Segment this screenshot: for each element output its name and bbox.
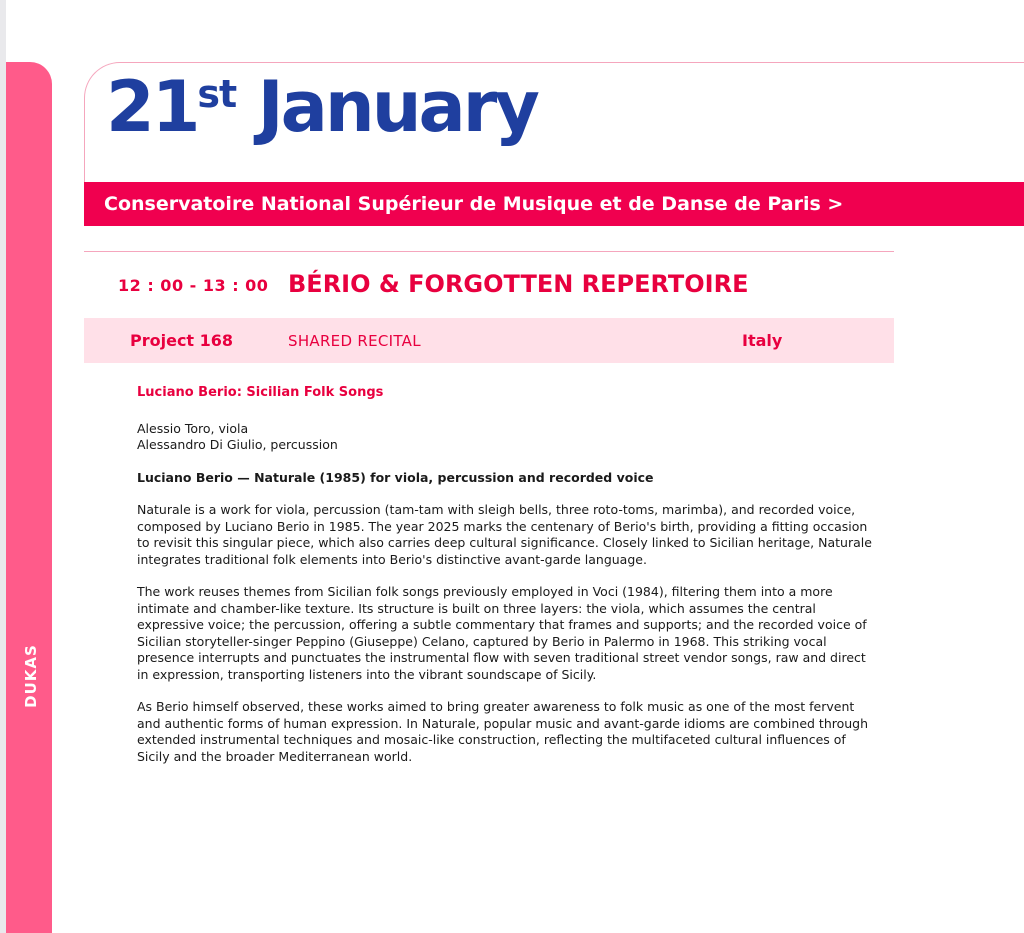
description-paragraph: As Berio himself observed, these works aimed to bring greater awareness to folk music as one of the most fervent and authentic forms of human expression. In Naturale, popular music and avant-garde idioms are combined through extended instrumental techniques and mosaic-like construction, reflecting the multifaceted cultural influences of Sicily and the broader Mediterranean world. — [137, 699, 869, 764]
event-title: BÉRIO & FORGOTTEN REPERTOIRE — [288, 270, 749, 298]
venue-link[interactable] — [84, 182, 1024, 226]
date-day: 21 — [106, 66, 198, 148]
event-country: Italy — [742, 331, 783, 350]
performer: Alessio Toro, viola — [137, 420, 249, 436]
description-paragraph: The work reuses themes from Sicilian folk songs previously employed in Voci (1984), filtering them into a more intimate and chamber-like texture. Its structure is built on three layers: the viola, which assumes the central expressive voice; the percussion, offering a subtle commentary that frames and supports; and the recorded voice of Sicilian storyteller-singer Peppino (Giuseppe) Celano, captured by Berio in Palermo in 1968. This striking vocal presence interrupts and punctuates the instrumental flow with seven traditional street vendor songs, raw and direct in expression, transporting listeners into the vibrant soundscape of Sicily. — [137, 584, 867, 682]
performers-list — [137, 421, 877, 454]
event-type: SHARED RECITAL — [288, 332, 421, 350]
date-title — [106, 66, 537, 148]
work-title: Luciano Berio — Naturale (1985) for viola, percussion and recorded voice — [137, 469, 654, 485]
event-project: Project 168 — [130, 331, 234, 350]
section-divider — [84, 251, 894, 252]
program-content — [137, 385, 877, 781]
side-tab-label: DUKAS — [22, 644, 40, 708]
performer: Alessandro Di Giulio, percussion — [137, 437, 338, 452]
date-month: January — [257, 66, 537, 148]
program-title: Luciano Berio: Sicilian Folk Songs — [137, 385, 384, 400]
date-day-suffix: st — [197, 72, 237, 116]
event-time: 12 : 00 - 13 : 00 — [118, 276, 269, 295]
description-paragraph: Naturale is a work for viola, percussion (tam-tam with sleigh bells, three roto-toms, marimba), and recorded voice, composed by Luciano Berio in 1985. The year 2025 marks the centenary of Berio's birth, providing a fitting occasion to revisit this singular piece, which also carries deep cultural significance. Closely linked to Sicilian heritage, Naturale integrates traditional folk elements into Berio's distinctive avant-garde language. — [137, 502, 872, 567]
venue-label: Conservatoire National Supérieur de Musique et de Danse de Paris > — [104, 193, 844, 215]
event-meta-row — [84, 318, 894, 363]
side-tab[interactable] — [6, 62, 52, 933]
